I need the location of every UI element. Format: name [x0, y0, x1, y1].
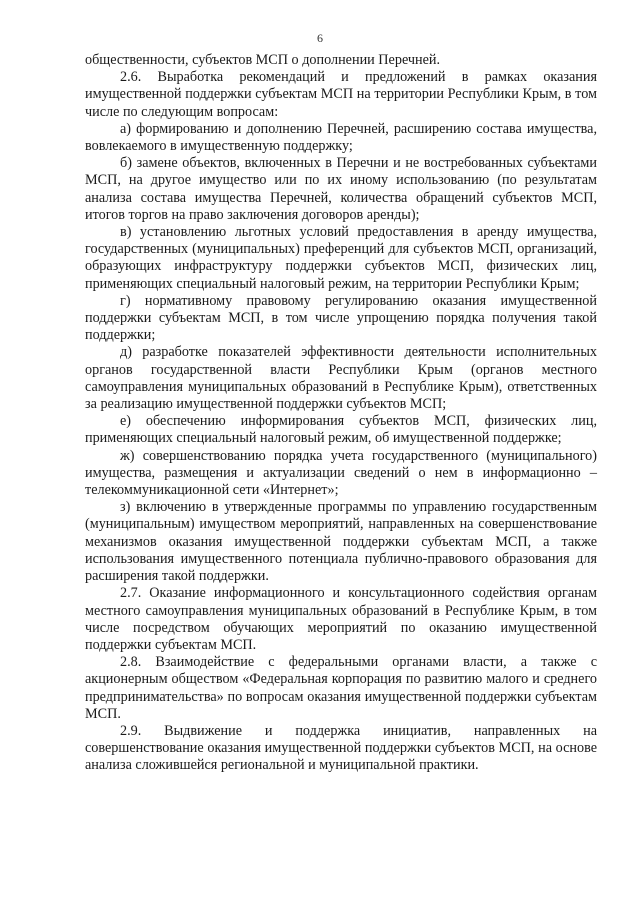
- paragraph-2-8: 2.8. Взаимодействие с федеральными органами власти, а также с акционерным обществом «Федеральная корпорация по развитию малого и среднего предпринимательства» по вопросам оказания имущественной поддержки субъектам МСП.: [85, 654, 597, 722]
- paragraph-2-7: 2.7. Оказание информационного и консультационного содействия органам местного самоуправления муниципальных образований в Республике Крым, в том числе посредством обучающих мероприятий по оказанию имущественной поддержки субъектам МСП.: [85, 585, 597, 653]
- paragraph-2-9: 2.9. Выдвижение и поддержка инициатив, направленных на совершенствование оказания имущественной поддержки субъектов МСП, на основе анализа сложившейся региональной и муниципальной практики.: [85, 722, 597, 774]
- paragraph-item-e: е) обеспечению информирования субъектов МСП, физических лиц, применяющих специальный налоговый режим, об имущественной поддержке;: [85, 413, 597, 447]
- paragraph-item-zh: ж) совершенствованию порядка учета государственного (муниципального) имущества, размещения и актуализации сведений о нем в информационно – телекоммуникационной сети «Интернет»;: [85, 447, 597, 499]
- paragraph-item-z: з) включению в утвержденные программы по управлению государственным (муниципальным) имуществом мероприятий, направленных на совершенствование механизмов оказания имущественной поддержки субъектам МСП, а также использования имущественного потенциала публично-правового образования для расширения такой поддержки.: [85, 499, 597, 585]
- page-number: 6: [317, 31, 323, 45]
- paragraph-item-d: д) разработке показателей эффективности деятельности исполнительных органов государственной власти Республики Крым (органов местного самоуправления муниципальных образований в Республике Крым), ответственных за реализацию имущественной поддержки субъектов МСП;: [85, 344, 597, 413]
- paragraph-item-v: в) установлению льготных условий предоставления в аренду имущества, государственных (муниципальных) преференций для субъектов МСП, организаций, образующих инфраструктуру поддержки субъектов МСП, физических лиц, применяющих специальный налоговый режим, на территории Республики Крым;: [85, 224, 597, 292]
- paragraph: общественности, субъектов МСП о дополнении Перечней.: [85, 52, 441, 68]
- paragraph-item-b: б) замене объектов, включенных в Перечни и не востребованных субъектами МСП, на другое имущество или по их иному использованию (по результатам анализа состава имущества Перечней, количества обращений субъектов МСП, итогов торгов на право заключения договоров аренды);: [85, 155, 597, 223]
- paragraph-item-g: г) нормативному правовому регулированию оказания имущественной поддержки субъектам МСП, в том числе упрощению порядка получения такой поддержки;: [85, 292, 597, 344]
- document-body: [85, 52, 597, 775]
- paragraph-2-6: 2.6. Выработка рекомендаций и предложений в рамках оказания имущественной поддержки субъектам МСП на территории Республики Крым, в том числе по следующим вопросам:: [85, 69, 597, 120]
- paragraph-item-a: а) формированию и дополнению Перечней, расширению состава имущества, вовлекаемого в имущественную поддержку;: [85, 120, 597, 155]
